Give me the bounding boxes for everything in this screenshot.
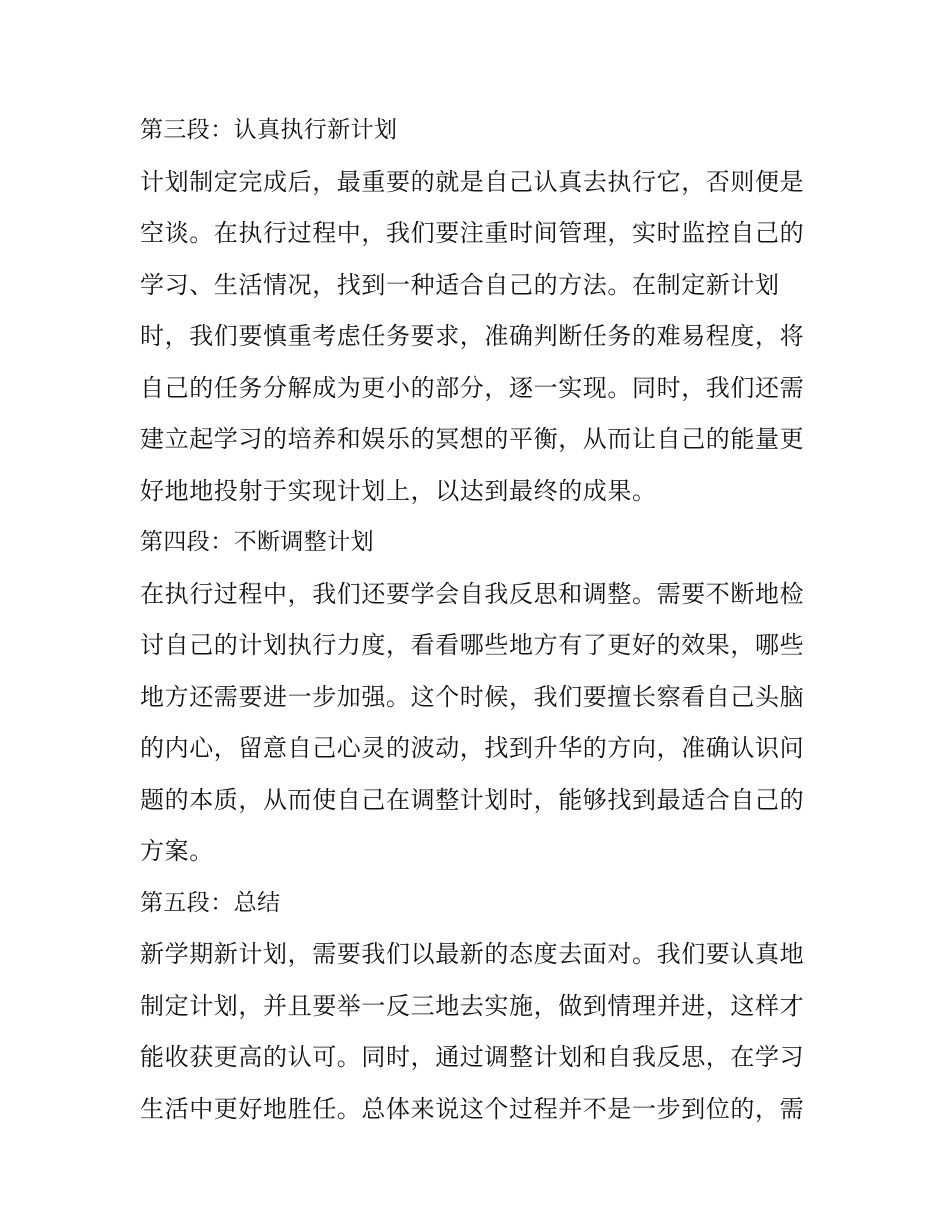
- paragraph-line: 建立起学习的培养和娱乐的冥想的平衡，从而让自己的能量更: [140, 425, 805, 453]
- paragraph-line: 的内心，留意自己心灵的波动，找到升华的方向，准确认识问: [140, 734, 805, 762]
- paragraph-line: 能收获更高的认可。同时，通过调整计划和自我反思，在学习: [140, 1043, 805, 1071]
- paragraph-line: 新学期新计划，需要我们以最新的态度去面对。我们要认真地: [140, 940, 805, 968]
- paragraph-line: 学习、生活情况，找到一种适合自己的方法。在制定新计划: [140, 270, 780, 299]
- paragraph-line: 在执行过程中，我们还要学会自我反思和调整。需要不断地检: [140, 579, 805, 608]
- paragraph-line: 地方还需要进一步加强。这个时候，我们要擅长察看自己头脑: [140, 682, 805, 711]
- paragraph-line: 题的本质，从而使自己在调整计划时，能够找到最适合自己的: [140, 785, 805, 814]
- paragraph-line: 讨自己的计划执行力度，看看哪些地方有了更好的效果，哪些: [140, 631, 805, 659]
- section-heading-4: 第四段：不断调整计划: [140, 529, 374, 555]
- paragraph-line: 方案。: [140, 837, 214, 865]
- paragraph-line: 生活中更好地胜任。总体来说这个过程并不是一步到位的，需: [140, 1094, 805, 1123]
- paragraph-line: 时，我们要慎重考虑任务要求，准确判断任务的难易程度，将: [140, 322, 805, 350]
- paragraph-line: 自己的任务分解成为更小的部分，逐一实现。同时，我们还需: [140, 373, 805, 402]
- paragraph-line: 空谈。在执行过程中，我们要注重时间管理，实时监控自己的: [140, 219, 805, 247]
- section-heading-3: 第三段：认真执行新计划: [140, 117, 398, 143]
- paragraph-line: 好地地投射于实现计划上，以达到最终的成果。: [140, 476, 657, 505]
- section-heading-5: 第五段：总结: [140, 889, 281, 916]
- paragraph-line: 计划制定完成后，最重要的就是自己认真去执行它，否则便是: [140, 167, 805, 196]
- paragraph-line: 制定计划，并且要举一反三地去实施，做到情理并进，这样才: [140, 991, 805, 1020]
- document-body: [140, 110, 812, 1140]
